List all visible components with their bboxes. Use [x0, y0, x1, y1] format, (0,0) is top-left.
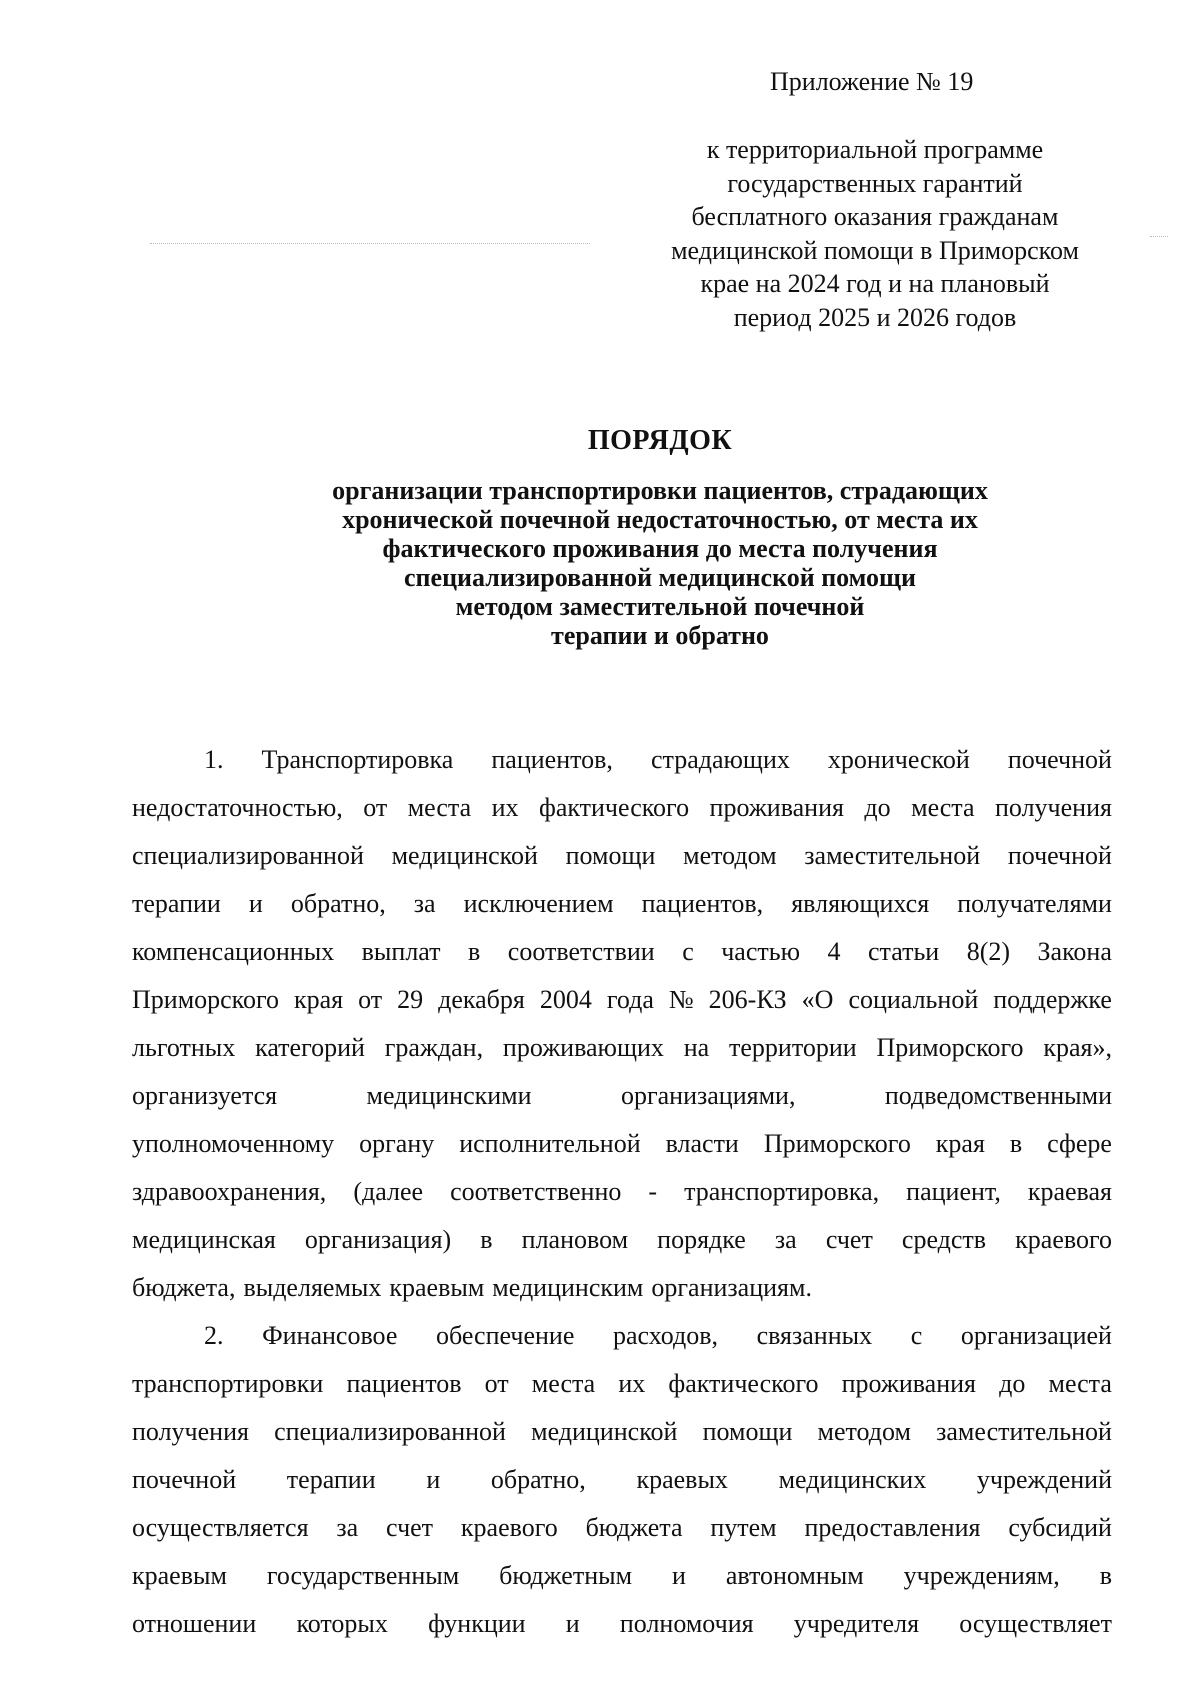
- paragraph-line: [132, 742, 1112, 790]
- word: Финансовое: [262, 1321, 398, 1350]
- word: почечной: [1007, 841, 1112, 870]
- scan-artifact: [150, 243, 590, 244]
- word: Транспортировка: [261, 745, 454, 774]
- word: помощи: [565, 841, 656, 870]
- word: их: [491, 793, 519, 822]
- word: обеспечение: [435, 1321, 575, 1350]
- word: и: [426, 1465, 441, 1494]
- word: медицинских: [778, 1465, 927, 1494]
- word: терапии: [286, 1465, 376, 1494]
- word: краевая: [1027, 1177, 1112, 1206]
- paragraph-line: [132, 1030, 1112, 1078]
- word: до: [999, 1369, 1026, 1398]
- word: в: [1009, 1129, 1023, 1158]
- word: автономным: [725, 1561, 864, 1590]
- word: специализированной: [274, 1417, 506, 1446]
- word: медицинской: [391, 841, 538, 870]
- paragraph-line: [132, 982, 1112, 1030]
- word: Закона: [1037, 937, 1112, 966]
- document-subtitle: [0, 476, 1200, 650]
- word: сфере: [1047, 1129, 1112, 1158]
- paragraph-2: [132, 1318, 1112, 1654]
- paragraph-line: [132, 1366, 1112, 1414]
- paragraph-line: [132, 838, 1112, 886]
- word: здравоохранения,: [132, 1177, 327, 1206]
- subtitle-line: методом заместительной почечной: [455, 592, 865, 621]
- word: бюджета: [585, 1513, 683, 1542]
- word: и: [671, 1561, 686, 1590]
- word: -: [648, 1177, 658, 1206]
- paragraph-line: [132, 886, 1112, 934]
- paragraph-line: [132, 1318, 1112, 1366]
- word: осуществляется: [132, 1513, 309, 1542]
- word: субсидий: [1008, 1513, 1112, 1542]
- word: недостаточностью,: [132, 793, 343, 822]
- word: организациям.: [651, 1273, 812, 1302]
- word: до: [864, 793, 891, 822]
- word: методом: [817, 1417, 911, 1446]
- word: места: [407, 793, 472, 822]
- word: «О: [801, 985, 834, 1014]
- word: Приморского: [763, 1129, 911, 1158]
- paragraph-line: [132, 1462, 1112, 1510]
- appendix-reference-line: государственных гарантий: [727, 168, 1023, 198]
- word: соответствии: [507, 937, 655, 966]
- paragraph-line: [132, 1078, 1112, 1126]
- word: организациями,: [620, 1081, 796, 1110]
- word: транспортировка,: [684, 1177, 880, 1206]
- word: бюджетным: [499, 1561, 633, 1590]
- word: получения: [995, 793, 1112, 822]
- word: социальной: [848, 985, 979, 1014]
- appendix-reference-line: крае на 2024 год и на плановый: [700, 269, 1050, 298]
- word: медицинским: [492, 1273, 644, 1302]
- word: фактического: [538, 793, 690, 822]
- paragraph-line: [132, 1270, 1112, 1318]
- word: их: [618, 1369, 646, 1398]
- word: подведомственными: [884, 1081, 1112, 1110]
- word: края: [294, 985, 344, 1014]
- word: организацией: [960, 1321, 1112, 1350]
- subtitle-line: терапии и обратно: [551, 621, 769, 650]
- word: поддержке: [993, 985, 1112, 1014]
- appendix-number: Приложение № 19: [770, 67, 974, 96]
- word: хронической: [827, 745, 970, 774]
- document-title: ПОРЯДОК: [587, 425, 733, 456]
- word: статьи: [868, 937, 940, 966]
- word: учреждениям,: [903, 1561, 1060, 1590]
- word: выплат: [361, 937, 441, 966]
- word: фактического: [668, 1369, 819, 1398]
- word: за: [336, 1513, 359, 1542]
- word: в: [480, 1225, 493, 1254]
- word: 4: [827, 937, 841, 966]
- word: бюджета,: [132, 1273, 236, 1302]
- word: 1.: [204, 745, 224, 774]
- word: льготных: [132, 1033, 236, 1062]
- word: и: [248, 889, 263, 918]
- word: пациентов: [346, 1369, 462, 1398]
- word: заместительной: [804, 841, 981, 870]
- word: 2004: [539, 985, 592, 1014]
- word: на: [683, 1033, 710, 1062]
- word: места: [1048, 1369, 1112, 1398]
- word: средств: [901, 1225, 987, 1254]
- word: почечной: [1007, 745, 1112, 774]
- word: Приморского: [132, 985, 280, 1014]
- word: проживания: [709, 793, 844, 822]
- word: от: [363, 793, 388, 822]
- appendix-reference-line: к территориальной программе: [706, 135, 1044, 164]
- word: в: [1099, 1561, 1112, 1590]
- word: частью: [721, 937, 801, 966]
- word: транспортировки: [132, 1369, 324, 1398]
- word: от: [358, 985, 383, 1014]
- word: получателями: [957, 889, 1112, 918]
- word: власти: [665, 1129, 739, 1158]
- paragraph-line: [132, 1126, 1112, 1174]
- word: года: [606, 985, 654, 1014]
- word: места: [531, 1369, 596, 1398]
- word: заместительной: [936, 1417, 1112, 1446]
- paragraph-line: [132, 1174, 1112, 1222]
- word: отношении: [132, 1609, 257, 1638]
- word: обратно,: [290, 889, 386, 918]
- word: пациент,: [906, 1177, 1001, 1206]
- paragraph-line: [132, 1222, 1112, 1270]
- word: от: [484, 1369, 509, 1398]
- word: полномочия: [619, 1609, 754, 1638]
- word: страдающих: [650, 745, 790, 774]
- word: получения: [132, 1417, 249, 1446]
- word: методом: [683, 841, 777, 870]
- word: Приморского: [876, 1033, 1024, 1062]
- word: места: [911, 793, 975, 822]
- word: уполномоченному: [132, 1129, 335, 1158]
- subtitle-line: специализированной медицинской помощи: [404, 563, 916, 592]
- word: за: [413, 889, 436, 918]
- word: декабря: [438, 985, 525, 1014]
- word: исключением: [463, 889, 614, 918]
- word: за: [774, 1225, 797, 1254]
- word: краевого: [460, 1513, 558, 1542]
- word: пациентов,: [641, 889, 764, 918]
- word: краевым: [132, 1561, 227, 1590]
- word: организация): [304, 1225, 452, 1254]
- word: связанных: [756, 1321, 873, 1350]
- word: 2.: [204, 1321, 224, 1350]
- word: предоставления: [804, 1513, 981, 1542]
- word: специализированной: [132, 841, 364, 870]
- paragraph-line: [132, 934, 1112, 982]
- word: 8(2): [966, 937, 1011, 966]
- word: категорий: [255, 1033, 365, 1062]
- word: которых: [296, 1609, 388, 1638]
- word: граждан,: [384, 1033, 484, 1062]
- word: краевым: [389, 1273, 485, 1302]
- word: в: [468, 937, 481, 966]
- subtitle-line: фактического проживания до места получения: [382, 534, 938, 563]
- word: (далее: [353, 1177, 424, 1206]
- word: краевого: [1015, 1225, 1112, 1254]
- word: с: [910, 1321, 923, 1350]
- paragraph-1: [132, 742, 1112, 1318]
- word: проживания: [841, 1369, 976, 1398]
- appendix-reference: [640, 133, 1110, 334]
- word: почечной: [132, 1465, 237, 1494]
- word: территории: [729, 1033, 857, 1062]
- word: и: [565, 1609, 580, 1638]
- word: №: [668, 985, 694, 1014]
- word: счет: [386, 1513, 434, 1542]
- document-body: [132, 742, 1112, 1654]
- word: плановом: [521, 1225, 629, 1254]
- paragraph-line: [132, 1606, 1112, 1654]
- word: учреждений: [976, 1465, 1112, 1494]
- word: счет: [825, 1225, 873, 1254]
- word: учредителя: [793, 1609, 920, 1638]
- word: медицинская: [132, 1225, 276, 1254]
- subtitle-line: организации транспортировки пациентов, страдающих: [332, 476, 988, 505]
- word: терапии: [132, 889, 221, 918]
- word: компенсационных: [132, 937, 335, 966]
- word: обратно,: [490, 1465, 586, 1494]
- word: пациентов,: [491, 745, 613, 774]
- word: края: [935, 1129, 985, 1158]
- word: функции: [428, 1609, 526, 1638]
- word: края»,: [1043, 1033, 1112, 1062]
- scan-artifact: [1150, 236, 1168, 237]
- word: краевых: [636, 1465, 728, 1494]
- word: организуется: [132, 1081, 278, 1110]
- appendix-reference-line: период 2025 и 2026 годов: [733, 302, 1017, 332]
- word: осуществляет: [959, 1609, 1112, 1638]
- word: соответственно: [450, 1177, 622, 1206]
- word: выделяемых: [243, 1273, 382, 1302]
- subtitle-line: хронической почечной недостаточностью, от места их: [342, 505, 978, 534]
- word: проживающих: [502, 1033, 664, 1062]
- word: исполнительной: [459, 1129, 641, 1158]
- word: органу: [359, 1129, 435, 1158]
- appendix-reference-line: медицинской помощи в Приморском: [671, 235, 1079, 265]
- appendix-reference-line: бесплатного оказания гражданам: [691, 202, 1059, 231]
- word: медицинскими: [366, 1081, 532, 1110]
- paragraph-line: [132, 1558, 1112, 1606]
- paragraph-line: [132, 790, 1112, 838]
- word: 206-КЗ: [708, 985, 787, 1014]
- word: с: [682, 937, 694, 966]
- paragraph-line: [132, 1414, 1112, 1462]
- word: медицинской: [531, 1417, 678, 1446]
- word: порядке: [657, 1225, 746, 1254]
- word: являющихся: [791, 889, 930, 918]
- word: 29: [397, 985, 424, 1014]
- paragraph-line: [132, 1510, 1112, 1558]
- word: помощи: [702, 1417, 793, 1446]
- word: расходов,: [612, 1321, 718, 1350]
- word: государственным: [266, 1561, 460, 1590]
- word: путем: [710, 1513, 777, 1542]
